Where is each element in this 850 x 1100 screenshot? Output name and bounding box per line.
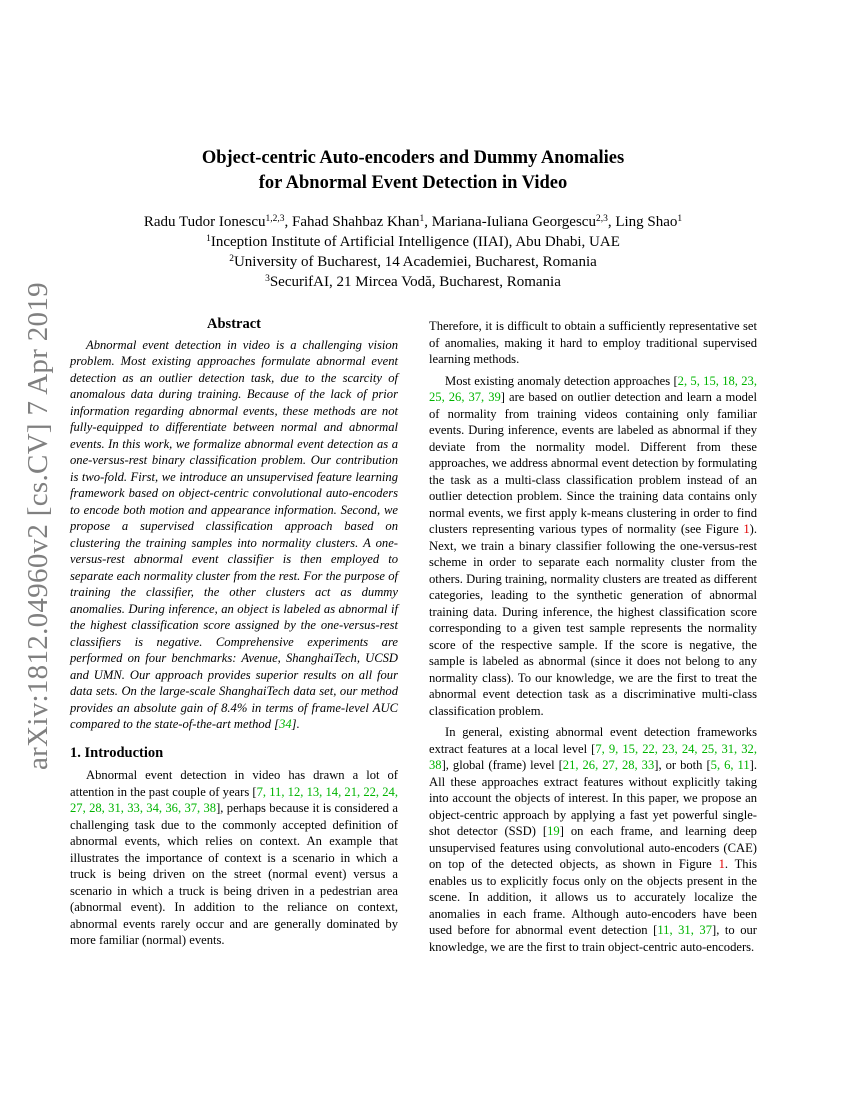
text-run: ], global (frame) level [	[441, 758, 563, 772]
figure-link[interactable]: 1	[743, 522, 750, 536]
affiliation-text: Inception Institute of Artificial Intelligence (IIAI), Abu Dhabi, UAE	[210, 234, 620, 250]
text-run: ] are based on outlier detection and learn a model of normality from training videos containing only familiar events. During inference, events are labeled as abnormal if they deviate from the normality model. Different from these approaches, we address abnormal event detection by formulating the task as a multi-class classification problem instead of an outlier detection problem. Since the training data contains only normal events, we first apply k-means clustering in order to find clusters representing various types of normality (see Figure	[429, 390, 758, 536]
citation-link[interactable]: 7, 9, 15, 22, 23, 24, 25, 31, 32, 38	[429, 741, 757, 772]
body-paragraph	[429, 724, 757, 955]
author-list: Radu Tudor Ionescu$^{1,2,3}$, Fahad Shahbaz Khan$^1$, Mariana-Iuliana Georgescu$^{2,3}$, Ling Shao$^1$	[143, 214, 683, 230]
affiliation-mark: 2	[229, 254, 234, 264]
affiliation	[0, 272, 826, 292]
citation-link[interactable]: 11, 31, 37	[657, 923, 712, 937]
text-run: ). Next, we train a binary classifier following the one-versus-rest scheme in order to separate each normality cluster from the others. During training, normality clusters are treated as different categories, leading to the synthetic generation of abnormal training data. During inference, the highest classification score corresponding to a given test sample represents the normality score of the respective sample. If the score is negative, the sample is labeled as abnormal (since it does not belong to any normality class). To our knowledge, we are the first to treat the abnormal event detection task as a discriminative multi-class classification problem.	[429, 522, 757, 718]
author-name: Fahad Shahbaz Khan	[292, 214, 420, 230]
author-mark: 2,3	[595, 214, 608, 224]
author-mark: 1	[419, 214, 425, 224]
abstract-heading: Abstract	[207, 316, 261, 332]
text-run: In general, existing abnormal event detection frameworks extract features at a local level [	[429, 725, 757, 756]
affiliation-text: University of Bucharest, 14 Academiei, Bucharest, Romania	[233, 254, 597, 270]
text-run: Most existing anomaly detection approaches [	[445, 373, 678, 388]
affiliation-mark: 1	[206, 234, 211, 244]
citation-link[interactable]: 7, 11, 12, 13, 14, 21, 22, 24, 27, 28, 31, 33, 34, 36, 37, 38	[70, 784, 398, 815]
abstract-body: Abnormal event detection in video is a challenging vision problem. Most existing approaches formulate abnormal event detection as an outlier detection task, due to the scarcity of anomalous data during training. Because of the lack of prior information regarding abnormal events, these methods are not fully-equipped to differentiate between normal and abnormal events. In this work, we formalize abnormal event detection as a one-versus-rest binary classification problem. Our contribution is two-fold. First, we introduce an unsupervised feature learning framework based on object-centric convolutional auto-encoders to encode both motion and appearance information. Second, we propose a supervised classification approach based on clustering the training samples into normality clusters. A one-versus-rest abnormal event classifier is then employed to separate each normality cluster from the rest. For the purpose of training the classifier, the other clusters act as dummy anomalies. During inference, an object is labeled as abnormal if the highest classification score assigned by the one-versus-rest classifiers is negative. Comprehensive experiments are performed on four benchmarks: Avenue, ShanghaiTech, UCSD and UMN. Our approach provides superior results on all four data sets. On the large-scale ShanghaiTech data set, our method provides an absolute gain of 8.4% in terms of frame-level AUC compared to the state-of-the-art method	[70, 337, 398, 731]
text-run: ]. All these approaches extract features without explicitly taking into account the objects of interest. In this paper, we propose an object-centric approach by applying a fast yet powerful single-shot detector (SSD) [	[429, 758, 757, 838]
text-run: ], or both [	[654, 758, 711, 772]
citation-link[interactable]: 2, 5, 15, 18, 23, 25, 26, 37, 39	[429, 373, 757, 404]
author-block	[0, 212, 826, 292]
author-name: Ling Shao	[615, 214, 678, 230]
right-column	[429, 318, 757, 960]
author-mark: 1,2,3	[265, 214, 285, 224]
title-line: for Abnormal Event Detection in Video	[258, 173, 568, 193]
figure-link[interactable]: 1	[718, 857, 725, 871]
author-mark: 1	[677, 214, 683, 224]
text-run: Abnormal event detection in video has drawn a lot of attention in the past couple of years [	[70, 768, 398, 799]
section-heading-introduction: 1. Introduction	[70, 744, 164, 761]
body-paragraph: Therefore, it is difficult to obtain a sufficiently representative set of anomalies, making it hard to employ traditional supervised learning methods.	[429, 319, 757, 366]
left-column	[70, 316, 398, 954]
citation-link[interactable]: 34	[279, 717, 292, 731]
citation-link[interactable]: 5, 6, 11	[710, 758, 750, 772]
body-paragraph	[429, 373, 757, 720]
affiliation-mark: 3	[265, 274, 270, 284]
title-line: Object-centric Auto-encoders and Dummy Anomalies	[201, 148, 625, 168]
affiliation	[0, 252, 826, 272]
intro-paragraph	[70, 767, 398, 949]
text-run: ], to our knowledge, we are the first to train object-centric auto-encoders.	[429, 923, 757, 954]
text-run: ] on each frame, and learning deep unsupervised features using convolutional auto-encoders (CAE) on top of the detected objects, as shown in Figure	[429, 824, 757, 871]
abstract-end: .	[296, 717, 300, 731]
text-run: ], perhaps because it is considered a challenging task due to the commonly accepted definition of abnormal events, which relies on context. An example that illustrates the importance of context is a scenario in which a truck is being driven on the street (normal event) versus a scenario in which a truck is being driven in a pedestrian area (abnormal event). In addition to the reliance on context, abnormal events rarely occur and are generally dominated by more familiar (normal) events.	[70, 801, 398, 947]
text-run: . This enables us to explicitly focus only on the objects present in the scene. In addition, it allows us to accurately localize the anomalies in each frame. Although auto-encoders have been used before for abnormal event detection [	[429, 857, 757, 937]
abstract-text: Abnormal event detection in video is a challenging vision problem. Most existing approaches formulate abnormal event detection as an outlier detection task, due to the scarcity of anomalous data during training. Because of the lack of prior information regarding abnormal events, these methods are not fully-equipped to differentiate between normal and abnormal events. In this work, we formalize abnormal event detection as a one-versus-rest binary classification problem. Our contribution is two-fold. First, we introduce an unsupervised feature learning framework based on object-centric convolutional auto-encoders to encode both motion and appearance information. Second, we propose a supervised classification approach based on clustering the training samples into normality clusters. A one-versus-rest abnormal event classifier is then employed to separate each normality cluster from the rest. For the purpose of training the classifier, the other clusters act as dummy anomalies. During inference, an object is labeled as abnormal if the highest classification score assigned by the one-versus-rest classifiers is negative. Comprehensive experiments are performed on four benchmarks: Avenue, ShanghaiTech, UCSD and UMN. Our approach provides superior results on all four data sets. On the large-scale ShanghaiTech data set, our method provides an absolute gain of 8.4% in terms of frame-level AUC compared to the state-of-the-art method [34].	[70, 337, 398, 731]
paper-title	[0, 146, 826, 196]
affiliation-text: SecurifAI, 21 Mircea Vodă, Bucharest, Romania	[269, 274, 561, 290]
citation-link[interactable]: 19	[547, 824, 560, 838]
author-name: Radu Tudor Ionescu	[143, 214, 266, 230]
author-name: Mariana-Iuliana Georgescu	[431, 214, 596, 230]
arxiv-identifier: arXiv:1812.04960v2 [cs.CV] 7 Apr 2019	[22, 282, 54, 770]
affiliation	[0, 232, 826, 252]
citation-link[interactable]: 21, 26, 27, 28, 33	[562, 758, 655, 772]
